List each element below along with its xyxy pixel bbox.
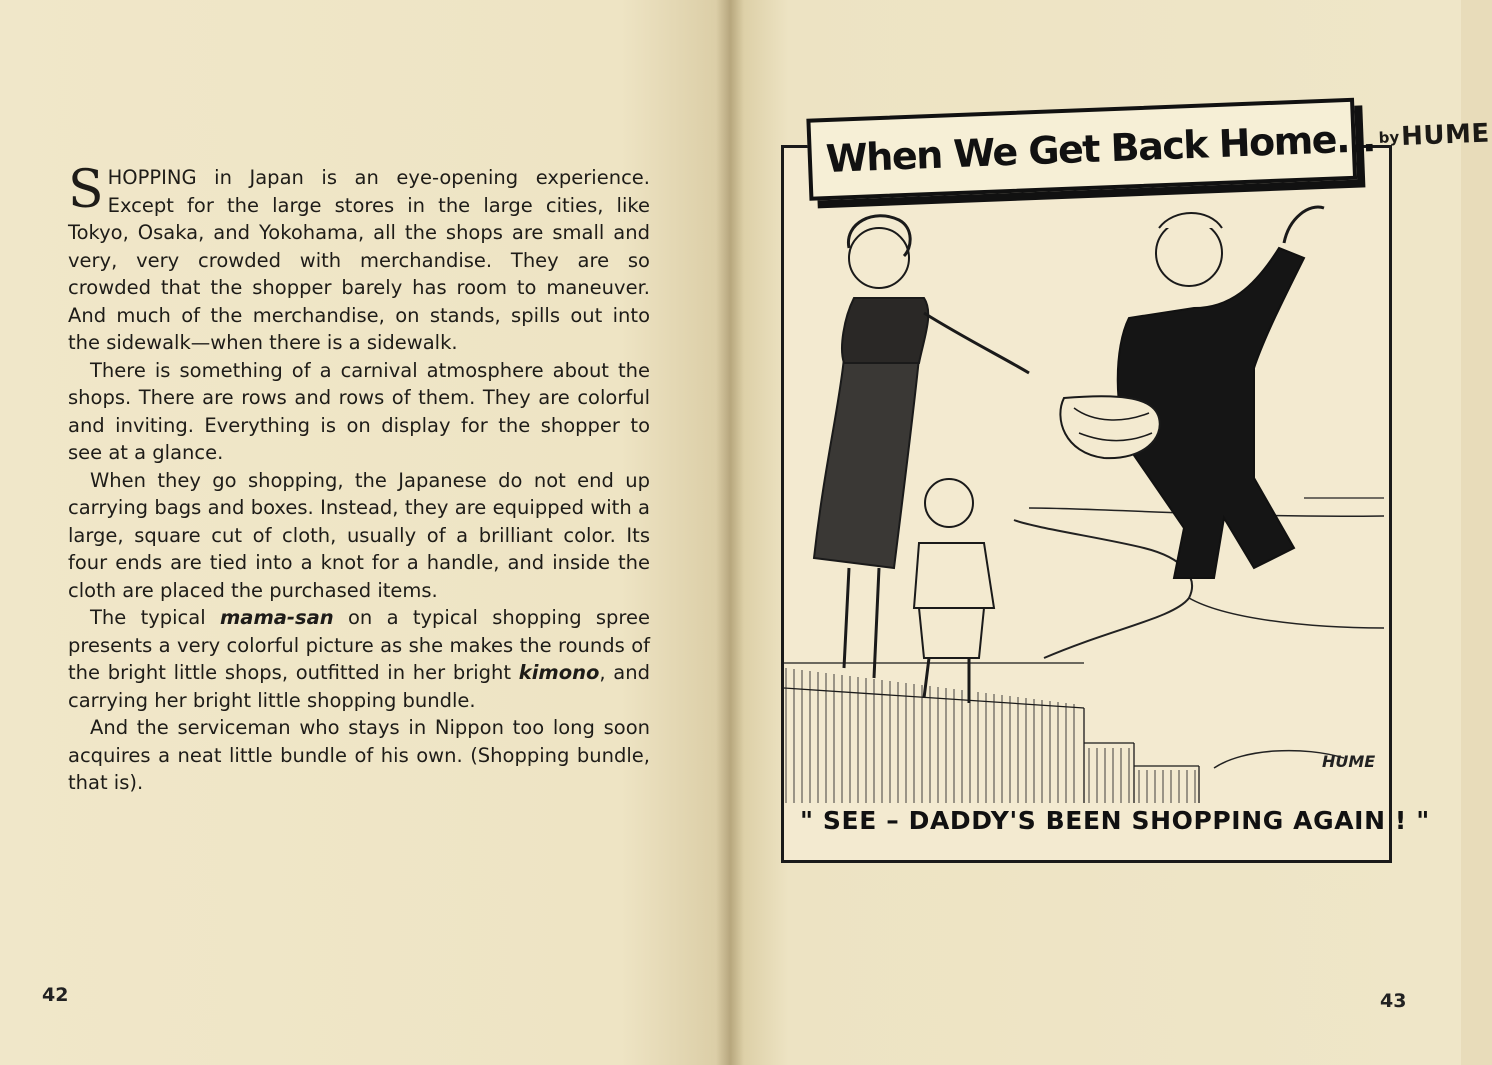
page-number-left: 42	[42, 984, 69, 1006]
emphasis-kimono: kimono	[518, 661, 600, 684]
cartoon-illustration	[784, 148, 1389, 803]
left-page	[0, 0, 730, 1065]
paragraph-4-text-b: on a typical shopping spree presents a very colorful picture as she makes the rounds of the bright little shops, outfitted in her bright	[68, 606, 651, 684]
paragraph-4-text-c: , and carrying her bright little shopping bundle.	[68, 661, 650, 712]
cartoon-by: by	[1378, 128, 1400, 147]
paragraph-4	[68, 604, 650, 714]
article-body	[68, 160, 651, 797]
cartoon-author: HUME	[1400, 118, 1491, 152]
cartoon-title: When We Get Back Home...	[825, 115, 1376, 182]
paragraph-4-text-a: The typical	[90, 606, 220, 629]
paragraph-1-text: HOPPING in Japan is an eye-opening experience. Except for the large stores in the large cities, like Tokyo, Osaka, and Yokohama, all the shops are small and very, very crowded with merchandise. They are so crowded that the shopper barely has room to maneuver. And much of the merchandise, on stands, spills out into the sidewalk—when there is a sidewalk.	[68, 166, 650, 354]
page-number-right: 43	[1380, 990, 1407, 1012]
paragraph-2: There is something of a carnival atmosphere about the shops. There are rows and rows of them. They are colorful and inviting. Everything is on display for the shopper to see at a glance.	[68, 358, 650, 464]
sailor-figure	[1060, 207, 1324, 578]
paragraph-5: And the serviceman who stays in Nippon too long soon acquires a neat little bundle of his own. (Shopping bundle, that is).	[68, 716, 650, 794]
emphasis-mama-san: mama-san	[219, 606, 334, 629]
paragraph-1	[68, 160, 650, 357]
cartoon-caption: " SEE – DADDY'S BEEN SHOPPING AGAIN ! "	[800, 806, 1430, 835]
drop-cap: S	[68, 160, 104, 220]
book-gutter	[716, 0, 744, 1065]
artist-signature: HUME	[1322, 752, 1376, 771]
paragraph-3: When they go shopping, the Japanese do not end up carrying bags and boxes. Instead, they are equipped with a large, square cut of cloth, usually of a brilliant color. Its four ends are tied into a knot for a handle, and inside the cloth are placed the purchased items.	[68, 468, 650, 602]
